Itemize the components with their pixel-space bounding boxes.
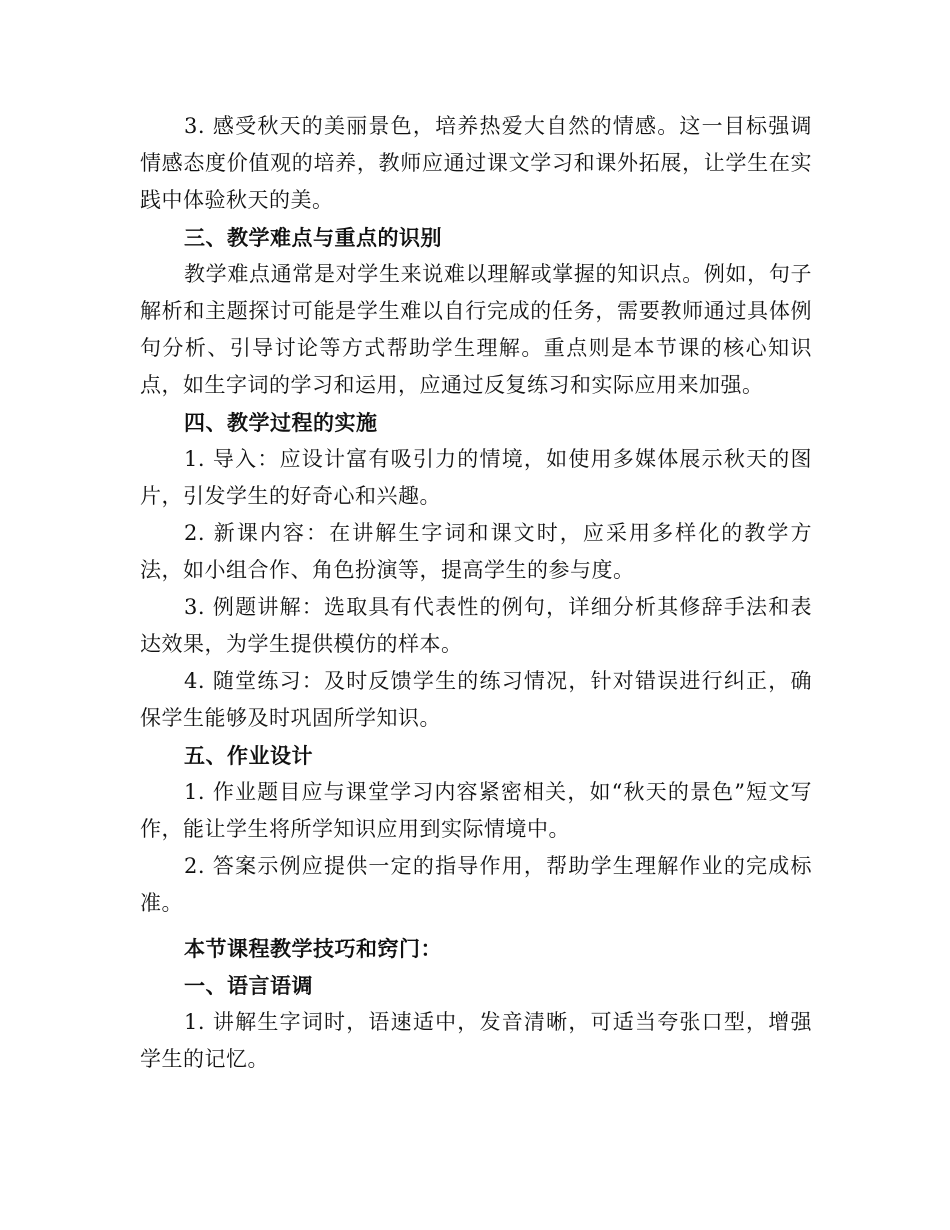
paragraph-process-3: 3. 例题讲解：选取具有代表性的例句，详细分析其修辞手法和表达效果，为学生提供模仿的样本。 bbox=[140, 595, 812, 656]
document-page bbox=[140, 108, 812, 1078]
paragraph-process-2: 2. 新课内容：在讲解生字词和课文时，应采用多样化的教学方法，如小组合作、角色扮演等，提高学生的参与度。 bbox=[140, 521, 812, 582]
heading-difficulties: 三、教学难点与重点的识别 bbox=[184, 225, 442, 250]
heading-process: 四、教学过程的实施 bbox=[184, 410, 378, 435]
heading-homework: 五、作业设计 bbox=[184, 743, 313, 768]
paragraph-difficulties: 教学难点通常是对学生来说难以理解或掌握的知识点。例如，句子解析和主题探讨可能是学生难以自行完成的任务，需要教师通过具体例句分析、引导讨论等方式帮助学生理解。重点则是本节课的核心知识点，如生字词的学习和运用，应通过反复练习和实际应用来加强。 bbox=[140, 262, 812, 397]
heading-tips: 本节课程教学技巧和窍门： bbox=[184, 936, 442, 961]
paragraph-intonation-1: 1. 讲解生字词时，语速适中，发音清晰，可适当夸张口型，增强学生的记忆。 bbox=[140, 1010, 812, 1071]
heading-intonation: 一、语言语调 bbox=[184, 973, 313, 998]
paragraph-homework-2: 2. 答案示例应提供一定的指导作用，帮助学生理解作业的完成标准。 bbox=[140, 854, 812, 915]
paragraph-process-4: 4. 随堂练习：及时反馈学生的练习情况，针对错误进行纠正，确保学生能够及时巩固所学知识。 bbox=[140, 669, 812, 730]
paragraph-homework-1: 1. 作业题目应与课堂学习内容紧密相关，如“秋天的景色”短文写作，能让学生将所学知识应用到实际情境中。 bbox=[140, 780, 812, 841]
paragraph-goal-3: 3. 感受秋天的美丽景色，培养热爱大自然的情感。这一目标强调情感态度价值观的培养，教师应通过课文学习和课外拓展，让学生在实践中体验秋天的美。 bbox=[140, 114, 812, 212]
paragraph-process-1: 1. 导入：应设计富有吸引力的情境，如使用多媒体展示秋天的图片，引发学生的好奇心和兴趣。 bbox=[140, 447, 812, 508]
